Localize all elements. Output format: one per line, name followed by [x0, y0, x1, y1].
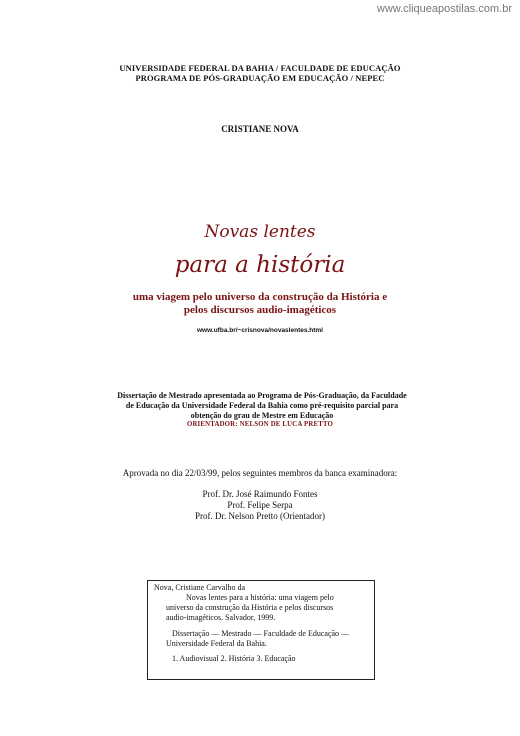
committee-member: Prof. Dr. Nelson Pretto (Orientador) [195, 511, 325, 521]
advisor-line: ORIENTADOR: NELSON DE LUCA PRETTO [186, 421, 334, 428]
subtitle-line-1: uma viagem pelo universo da construção da História e [132, 291, 388, 303]
dissertation-statement [112, 391, 412, 421]
card-title-line-1: Novas lentes para a história: uma viagem pelo [186, 593, 334, 602]
institution-line-2: PROGRAMA DE PÓS-GRADUAÇÃO EM EDUCAÇÃO / NEPEC [135, 73, 385, 83]
url-link[interactable]: www.ufba.br/~crisnova/novaslentes.html [196, 327, 323, 334]
dissertation-line-2: de Educação da Universidade Federal da Bahia como pré-requisito parcial para [125, 401, 399, 410]
card-note-line-2: Universidade Federal da Bahia. [166, 639, 267, 648]
committee-member: Prof. Dr. José Raimundo Fontes [202, 489, 318, 499]
card-note-line-1: Dissertação — Mestrado — Faculdade de Educação — [172, 629, 350, 638]
title-line-1: Novas lentes [204, 222, 316, 242]
dissertation-line-1: Dissertação de Mestrado apresentada ao Programa de Pós-Graduação, da Faculdade [117, 391, 407, 400]
dissertation-line-3: obtenção do grau de Mestre em Educação [190, 411, 334, 420]
catalog-card [147, 580, 375, 680]
card-author: Nova, Cristiane Carvalho da [154, 583, 246, 592]
watermark: www.cliqueapostilas.com.br [376, 3, 512, 15]
title-line-2: para a história [174, 252, 346, 278]
subtitle [0, 291, 520, 317]
committee-member: Prof. Felipe Serpa [227, 500, 293, 510]
committee-members [0, 489, 520, 522]
author-name: CRISTIANE NOVA [221, 124, 299, 134]
institution-line-1: UNIVERSIDADE FEDERAL DA BAHIA / FACULDADE DE EDUCAÇÃO [119, 63, 401, 73]
approval-text: Aprovada no dia 22/03/99, pelos seguintes membros da banca examinadora: [122, 468, 398, 478]
card-title-line-2: universo da construção da História e pelos discursos [166, 603, 334, 612]
card-subjects: 1. Audiovisual 2. História 3. Educação [172, 654, 296, 663]
subtitle-line-2: pelos discursos audio-imagéticos [183, 304, 337, 316]
card-title-line-3: audio-imagéticos. Salvador, 1999. [166, 613, 276, 622]
